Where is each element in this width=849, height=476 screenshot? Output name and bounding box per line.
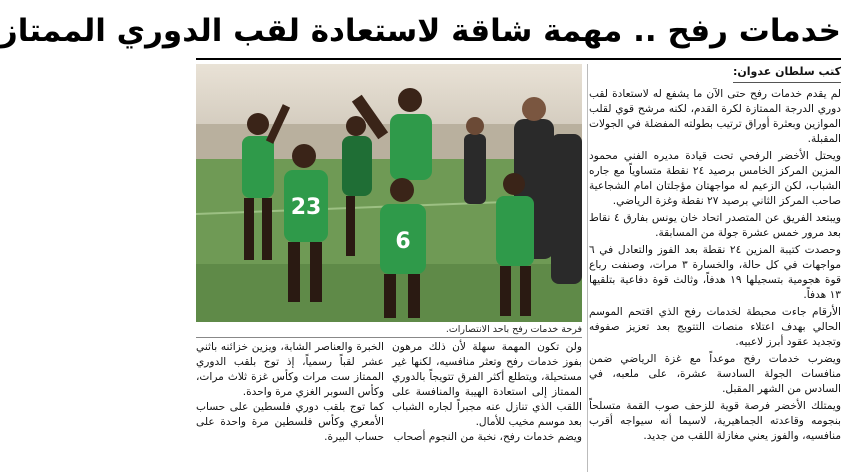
byline: كتب سلطان عدوان: [733,64,841,83]
paragraph: الأرقام جاءت محبطة لخدمات رفح الذي اقتحم الموسم الحالي بهدف اعتلاء منصات التتويج بعد تعزيز صفوفه وتجديد عقود أبرز لاعبيه. [589,306,841,348]
photo-illustration [196,64,582,322]
article-column-right [589,64,841,472]
paragraph: ويمتلك الأخضر فرصة قوية للزحف صوب القمة متسلحاً بنجومه وقاعدته الجماهيرية، لاسيما أنه سيواجه أقرب منافسيه، والفوز يعني مغازلة اللقب من جديد. [589,400,841,442]
paragraph: لم يقدم خدمات رفح حتى الآن ما يشفع له لاستعادة لقب دوري الدرجة الممتازة لكرة القدم، لكنه مرشح قوي لقلب الموازين وبعثرة أوراق ترتيب بطولته المفضلة في الجولات المقبلة. [589,88,841,145]
jersey-number: 23 [290,195,322,220]
headline-rule [196,58,841,60]
paragraph: ويبتعد الفريق عن المتصدر اتحاد خان يونس بفارق ٤ نقاط بعد مرور خمس عشرة جولة من المسابقة. [589,212,841,239]
headline: خدمات رفح .. مهمة شاقة لاستعادة لقب الدوري الممتاز [0,13,841,49]
paragraph: الخبرة والعناصر الشابة، ويزين خزائنه باثني عشر لقباً رسمياً، إذ توج بلقب الدوري الممتاز ست مرات وكأس غزة ثلاث مرات، وكأس السوبر الغزي مرة واحدة. [196,341,384,398]
paragraph: ويضم خدمات رفح، نخبة من النجوم أصحاب [393,431,582,443]
photo-caption: فرحة خدمات رفح باحد الانتصارات. [196,322,582,338]
column-divider [587,64,588,472]
paragraph: ويضرب خدمات رفح موعداً مع غزة الرياضي ضمن منافسات الجولة السادسة عشرة، على ملعبه، في السادس من الشهر المقبل. [589,353,841,395]
paragraph: ويحتل الأخضر الرفحي تحت قيادة مديره الفني محمود المزين المركز الخامس برصيد ٢٤ نقطة متساوياً مع جاره الشباب، لكن الزعيم له مواجهتان مؤجلتان امام الشجاعية صاحب المركز الثاني برصيد ٢٧ نقطة وغزة الرياضي. [589,150,841,207]
paragraph: ولن تكون المهمة سهلة لأن ذلك مرهون بفوز خدمات رفح وتعثر منافسيه، لكنها غير مستحيلة، ويتطلع أكثر الفرق تتويجاً بالدوري الممتاز إلى استعادة الهيبة والمنافسة على اللقب الذي تنازل عنه مجبراً لجاره الشباب بعد موسم مخيب للأمال. [392,341,582,428]
team-celebration-photo [196,64,582,322]
article-column-left [196,340,384,474]
paragraph: وحصدت كتيبة المزين ٢٤ نقطة بعد الفوز والتعادل في ٦ مواجهات في كل حالة، والخسارة ٣ مرات، وصنفت رباع قوة هجومية بتسجيلها ١٩ هدفاً، وثالث قوة دفاعية بتلقيها ١٣ هدفاً. [589,244,842,301]
jersey-number: 6 [395,229,411,254]
article-column-middle [392,340,582,474]
paragraph: كما توج بلقب دوري فلسطين على حساب الأمعري وكأس فلسطين مرة واحدة على حساب البيرة. [196,401,384,443]
